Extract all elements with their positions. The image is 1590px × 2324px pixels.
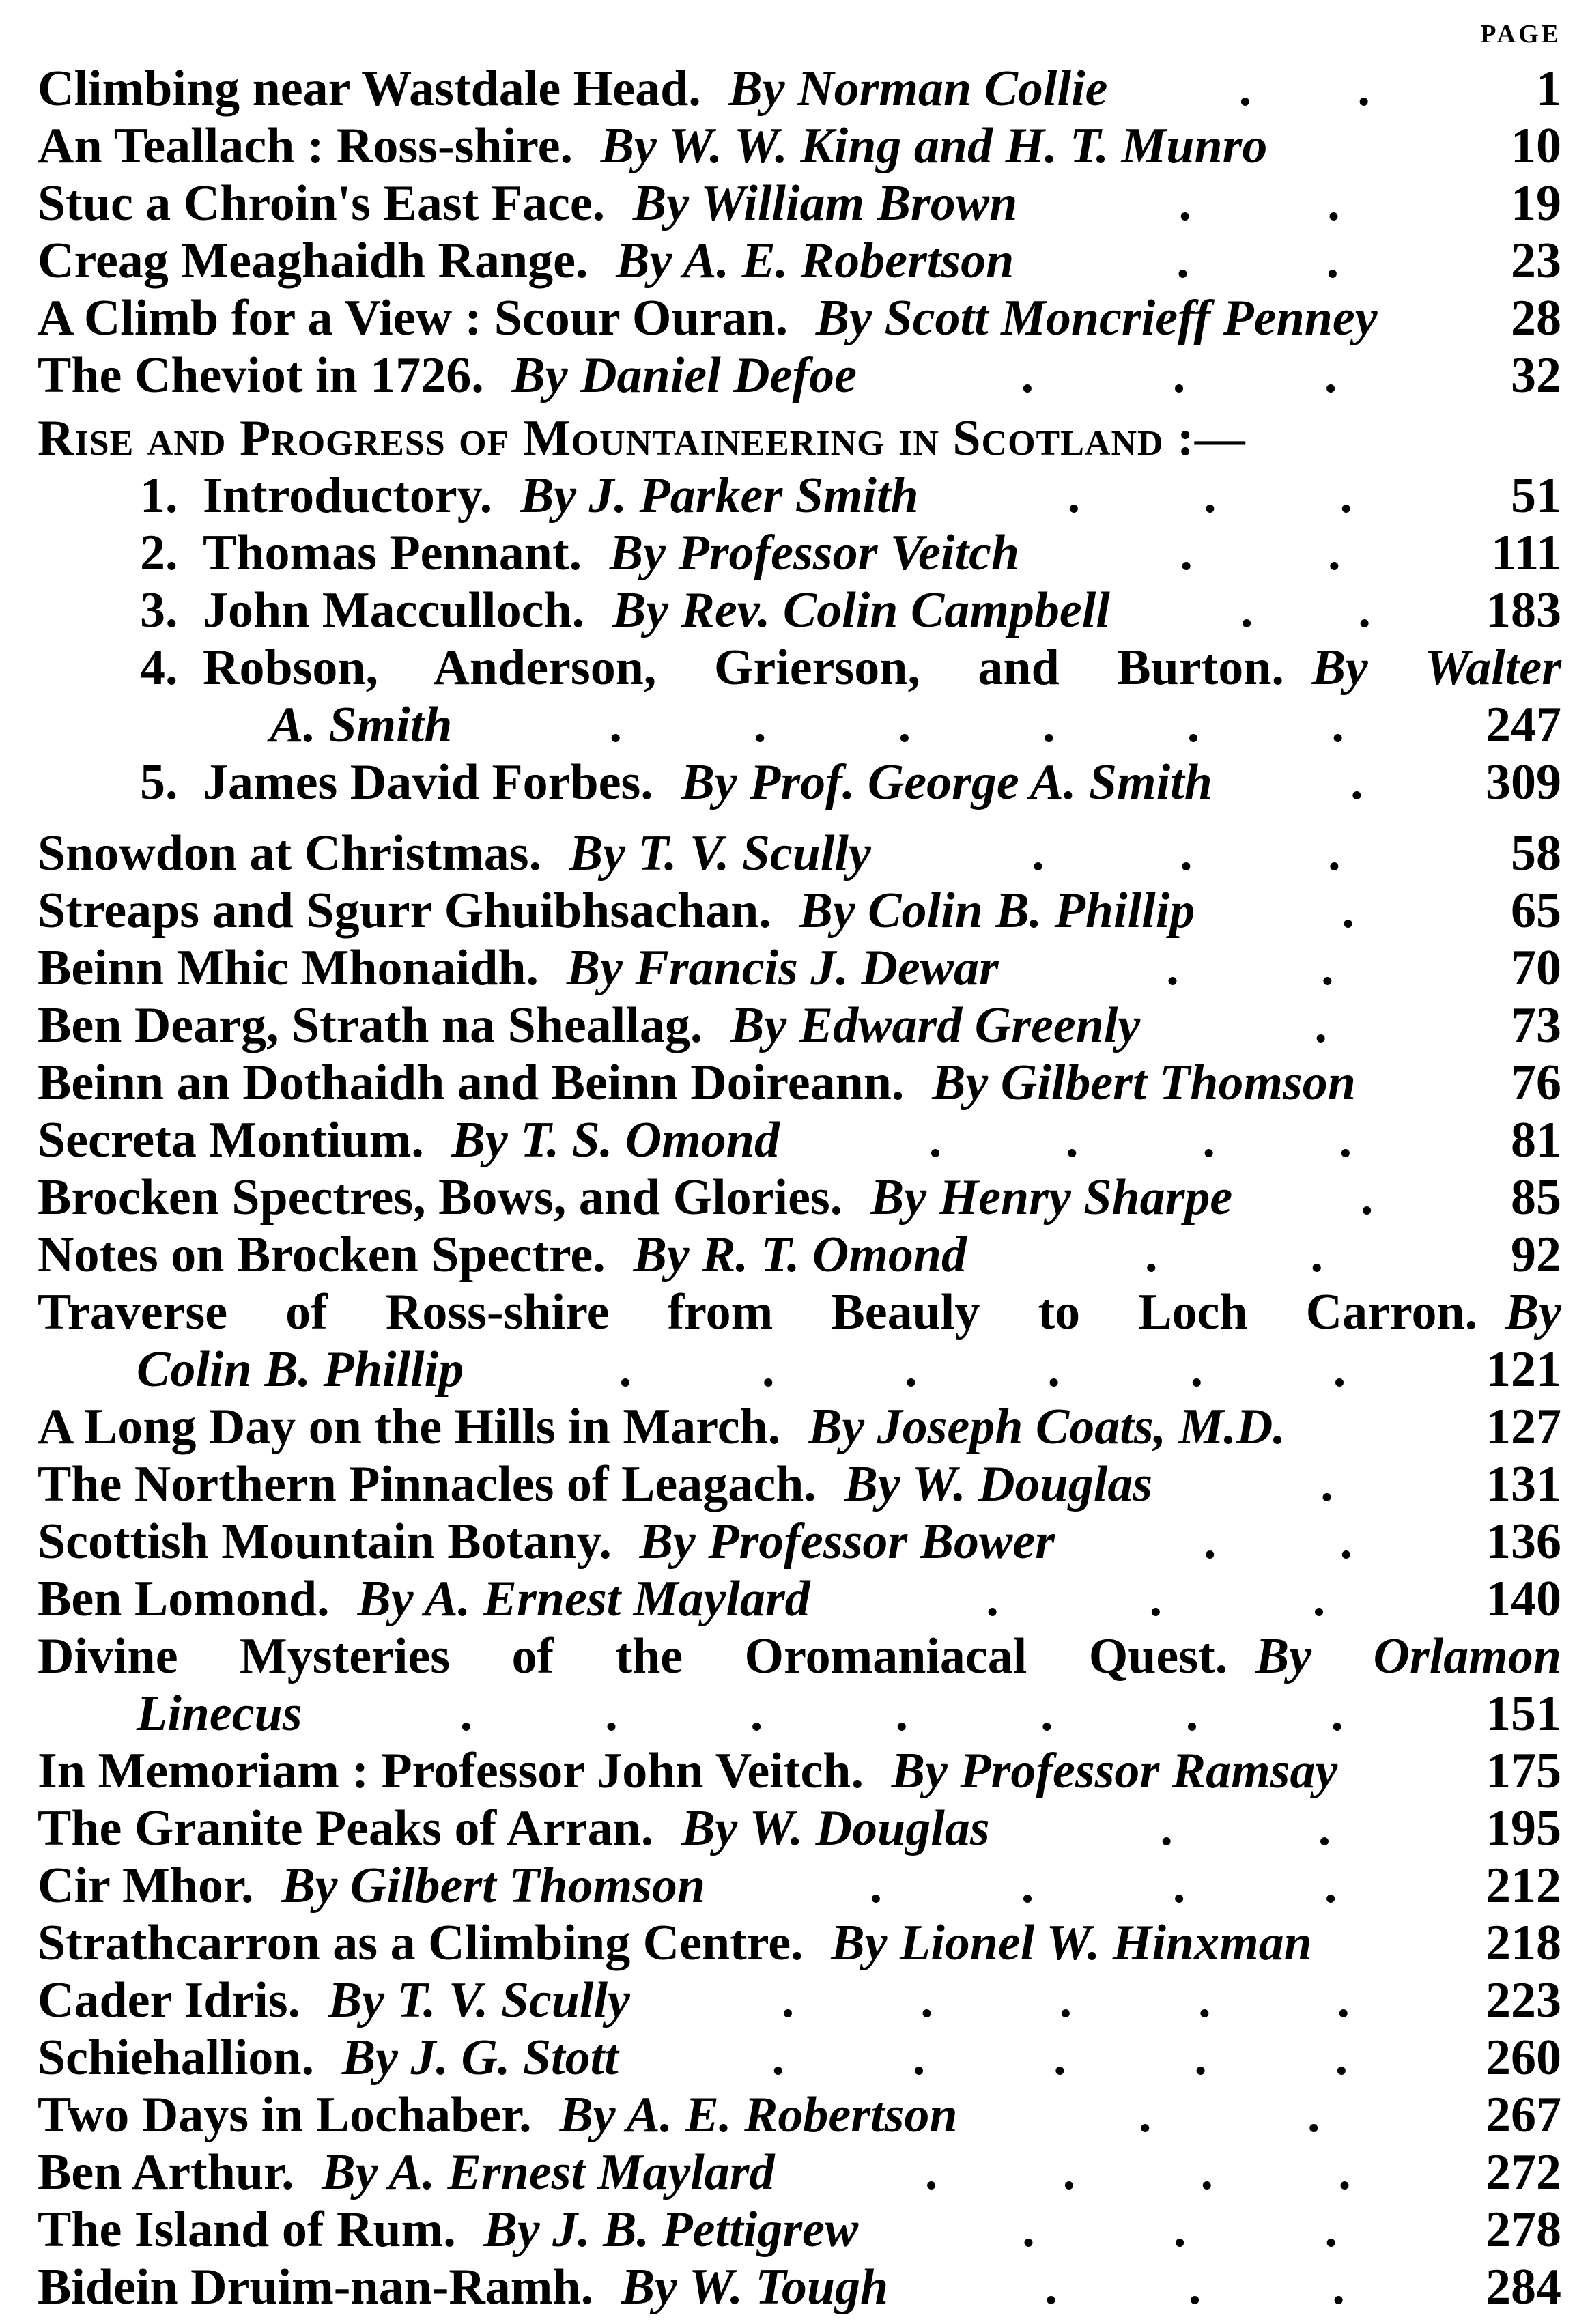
- entry-page: 70: [1511, 940, 1561, 996]
- entry-title: Scottish Mountain Botany.: [38, 1514, 612, 1570]
- entry-title: Climbing near Wastdale Head.: [38, 61, 701, 117]
- toc-row: [38, 2086, 1561, 2144]
- toc-row: [38, 1169, 1561, 1226]
- leader-dot: .: [1185, 1686, 1199, 1742]
- leader-dot: .: [1318, 1800, 1331, 1856]
- dot-leader: [1238, 754, 1476, 811]
- entry-author: By A. Ernest Maylard: [322, 2144, 775, 2200]
- toc-row: [38, 1284, 1561, 1341]
- dot-leader: [655, 1972, 1476, 2029]
- toc-row: [38, 1800, 1561, 1857]
- entry-author: By Joseph Coats, M.D.: [808, 1399, 1286, 1455]
- leader-dot: .: [754, 697, 767, 753]
- entry-title: The Cheviot in 1726.: [38, 348, 484, 403]
- entry-number: 4.: [140, 640, 178, 696]
- leader-dot: .: [1202, 1112, 1215, 1168]
- leader-dot: .: [1360, 1170, 1374, 1225]
- entry-author: By W. W. King and H. T. Munro: [600, 118, 1268, 174]
- leader-dot: .: [869, 1858, 883, 1914]
- entry-page: 309: [1486, 754, 1561, 810]
- leader-dot: .: [781, 1972, 795, 2028]
- toc-row: [38, 1111, 1561, 1169]
- leader-dot: .: [1331, 697, 1344, 753]
- toc-row: [38, 939, 1561, 997]
- entry-title: Cir Mhor.: [38, 1858, 254, 1914]
- entry-author: By Rev. Colin Campbell: [612, 582, 1110, 638]
- entry-author: By T. V. Scully: [569, 825, 871, 881]
- entry-title: Secreta Montium.: [38, 1112, 424, 1168]
- leader-dot: .: [1307, 2087, 1320, 2143]
- entry-title: Introductory.: [203, 468, 493, 524]
- entry-page: 151: [1486, 1686, 1561, 1742]
- leader-dot: .: [1328, 525, 1341, 581]
- dot-leader: [477, 696, 1476, 754]
- entry-page: 195: [1486, 1800, 1561, 1856]
- entry-page: 260: [1486, 2030, 1561, 2086]
- entry-title: Ben Dearg, Strath na Sheallag.: [38, 997, 703, 1053]
- entry-title: Cader Idris.: [38, 1972, 301, 2028]
- entry-title: Traverse of Ross-shire from Beauly to Loch Carron.: [38, 1284, 1478, 1340]
- entry-number: 5.: [140, 754, 178, 810]
- dot-leader: [1015, 1800, 1476, 1857]
- entry-title: John Macculloch.: [203, 582, 585, 638]
- toc-row: [38, 175, 1561, 232]
- entry-title: Robson, Anderson, Grierson, and Burton.: [203, 640, 1284, 696]
- leader-dot: .: [1324, 1858, 1337, 1914]
- entry-author: Linecus: [137, 1686, 302, 1742]
- entry-page: 19: [1511, 175, 1561, 231]
- entry-author: By Henry Sharpe: [870, 1170, 1233, 1225]
- entry-title: Strathcarron as a Climbing Centre.: [38, 1915, 804, 1971]
- entry-number: 2.: [140, 525, 178, 581]
- entry-page: 140: [1486, 1571, 1561, 1627]
- entry-author: By Professor Veitch: [609, 525, 1019, 581]
- toc-row: [38, 347, 1561, 404]
- leader-dot: .: [1357, 61, 1370, 117]
- leader-dot: .: [1204, 468, 1217, 524]
- dot-leader: [944, 467, 1476, 524]
- leader-dot: .: [928, 1112, 942, 1168]
- entry-page: 92: [1511, 1227, 1561, 1283]
- toc-row: [38, 2201, 1561, 2258]
- entry-page: 28: [1511, 290, 1561, 346]
- leader-dot: .: [1314, 997, 1327, 1053]
- dot-leader: [1024, 939, 1476, 997]
- leader-dot: .: [912, 2030, 926, 2086]
- entry-page: 32: [1511, 348, 1561, 403]
- toc-row: [38, 2258, 1561, 2316]
- dot-leader: [489, 1341, 1476, 1398]
- entry-page: 76: [1511, 1055, 1561, 1111]
- toc-row: [38, 1226, 1561, 1284]
- dot-leader: [1220, 882, 1476, 939]
- toc-row: [38, 882, 1561, 939]
- entry-author: By Norman Collie: [728, 61, 1108, 117]
- toc-row: [38, 1456, 1561, 1513]
- leader-dot: .: [1047, 1342, 1060, 1398]
- entry-page: 23: [1511, 233, 1561, 289]
- leader-dot: .: [1204, 1514, 1217, 1570]
- leader-dot: .: [1320, 1456, 1333, 1512]
- toc-row: [38, 1972, 1561, 2029]
- entry-title: A Long Day on the Hills in March.: [38, 1399, 781, 1455]
- toc-row: [38, 1628, 1561, 1685]
- leader-dot: .: [459, 1686, 473, 1742]
- entry-page: 136: [1486, 1514, 1561, 1570]
- entry-number: 3.: [140, 582, 178, 638]
- leader-dot: .: [605, 1686, 618, 1742]
- entry-number: 1.: [140, 468, 178, 524]
- entry-author: By T. S. Omond: [451, 1112, 780, 1168]
- entry-author: By A. E. Robertson: [559, 2087, 958, 2143]
- dot-leader: [836, 1570, 1476, 1628]
- entry-author: By Lionel W. Hinxman: [831, 1915, 1312, 1971]
- toc-row: [38, 582, 1561, 639]
- entry-title: Stuc a Chroin's East Face.: [38, 175, 606, 231]
- toc-row: [38, 1570, 1561, 1628]
- leader-dot: .: [1332, 2259, 1345, 2315]
- entry-page: 58: [1511, 825, 1561, 881]
- toc-row: [38, 1513, 1561, 1570]
- entry-title: The Granite Peaks of Arran.: [38, 1800, 654, 1856]
- entry-title: Ben Arthur.: [38, 2144, 294, 2200]
- toc-row: [38, 2029, 1561, 2086]
- leader-dot: .: [1042, 697, 1055, 753]
- entry-author: By T. V. Scully: [328, 1972, 630, 2028]
- leader-dot: .: [1172, 348, 1186, 403]
- leader-dot: .: [1022, 2202, 1035, 2258]
- leader-dot: .: [1310, 1227, 1323, 1283]
- entry-page: 175: [1486, 1743, 1561, 1799]
- leader-dot: .: [1032, 825, 1045, 881]
- entry-author: By: [1505, 1284, 1561, 1340]
- entry-title: In Memoriam : Professor John Veitch.: [38, 1743, 864, 1799]
- toc-rows: [38, 60, 1561, 2316]
- entry-author: By Francis J. Dewar: [566, 940, 999, 996]
- entry-page: 73: [1511, 997, 1561, 1053]
- dot-leader: [883, 2201, 1476, 2258]
- entry-title: Thomas Pennant.: [203, 525, 582, 581]
- dot-leader: [983, 2086, 1476, 2144]
- leader-dot: .: [1312, 1571, 1326, 1627]
- entry-author: By Professor Ramsay: [891, 1743, 1338, 1799]
- entry-page: 85: [1511, 1170, 1561, 1225]
- leader-dot: .: [1338, 2144, 1351, 2200]
- entry-page: 121: [1486, 1342, 1561, 1398]
- entry-title: James David Forbes.: [203, 754, 653, 810]
- entry-author: By Professor Bower: [639, 1514, 1055, 1570]
- toc-row: [38, 1054, 1561, 1111]
- leader-dot: .: [1040, 1686, 1053, 1742]
- leader-dot: .: [1062, 2144, 1076, 2200]
- entry-title: Notes on Brocken Spectre.: [38, 1227, 606, 1283]
- leader-dot: .: [1200, 2144, 1213, 2200]
- entry-title: The Island of Rum.: [38, 2202, 456, 2258]
- leader-dot: .: [1145, 1227, 1158, 1283]
- leader-dot: .: [898, 697, 911, 753]
- entry-title: Creag Meaghaidh Range.: [38, 233, 588, 289]
- leader-dot: .: [986, 1571, 999, 1627]
- entry-author: By Scott Moncrieff Penney: [815, 290, 1378, 346]
- toc-row: [38, 2144, 1561, 2201]
- entry-page: 284: [1486, 2259, 1561, 2315]
- entry-title: Streaps and Sgurr Ghuibhsachan.: [38, 883, 771, 939]
- entry-title: An Teallach : Ross-shire.: [38, 118, 573, 174]
- leader-dot: .: [1341, 883, 1354, 939]
- leader-dot: .: [1331, 1686, 1344, 1742]
- leader-dot: .: [1198, 1972, 1211, 2028]
- entry-title: Ben Lomond.: [38, 1571, 330, 1627]
- entry-author: By Edward Greenly: [730, 997, 1141, 1053]
- entry-page: 247: [1486, 697, 1561, 753]
- leader-dot: .: [1139, 2087, 1152, 2143]
- entry-page: 51: [1511, 468, 1561, 524]
- leader-dot: .: [609, 697, 622, 753]
- leader-dot: .: [1326, 233, 1339, 289]
- leader-dot: .: [1176, 233, 1189, 289]
- toc-row: [38, 997, 1561, 1054]
- entry-author: By J. G. Stott: [341, 2030, 619, 2086]
- leader-dot: .: [1324, 348, 1337, 403]
- entry-title: Schiehallion.: [38, 2030, 315, 2086]
- leader-dot: .: [1160, 1800, 1173, 1856]
- leader-dot: .: [1172, 1858, 1186, 1914]
- entry-page: 278: [1486, 2202, 1561, 2258]
- leader-dot: .: [1180, 525, 1193, 581]
- toc-row: [38, 1685, 1561, 1742]
- entry-page: 81: [1511, 1112, 1561, 1168]
- toc-row: [38, 232, 1561, 289]
- leader-dot: .: [1339, 1514, 1352, 1570]
- dot-leader: [882, 347, 1476, 404]
- entry-page: 183: [1486, 582, 1561, 638]
- leader-dot: .: [1328, 825, 1341, 881]
- leader-dot: .: [1240, 582, 1253, 638]
- dot-leader: [1135, 582, 1476, 639]
- entry-author: By R. T. Omond: [633, 1227, 967, 1283]
- entry-page: 10: [1511, 118, 1561, 174]
- leader-dot: .: [920, 1972, 933, 2028]
- leader-dot: .: [1066, 1112, 1079, 1168]
- leader-dot: .: [1339, 468, 1353, 524]
- leader-dot: .: [619, 1342, 632, 1398]
- leader-dot: .: [1059, 1972, 1073, 2028]
- leader-dot: .: [1173, 2202, 1187, 2258]
- entry-title: Two Days in Lochaber.: [38, 2087, 532, 2143]
- leader-dot: .: [1180, 825, 1193, 881]
- entry-page: 223: [1486, 1972, 1561, 2028]
- entry-author: By W. Douglas: [681, 1800, 990, 1856]
- toc-row: [38, 1857, 1561, 1914]
- entry-author: By A. Ernest Maylard: [357, 1571, 810, 1627]
- leader-dot: .: [1178, 175, 1191, 231]
- leader-dot: .: [1194, 2030, 1207, 2086]
- leader-dot: .: [1021, 348, 1034, 403]
- leader-dot: .: [1337, 1972, 1350, 2028]
- leader-dot: .: [1149, 1571, 1163, 1627]
- leader-dot: .: [1327, 175, 1340, 231]
- dot-leader: [328, 1685, 1476, 1742]
- toc-row: [38, 467, 1561, 524]
- entry-title: Bidein Druim-nan-Ramh.: [38, 2259, 594, 2315]
- toc-row: [38, 639, 1561, 696]
- leader-dot: .: [1358, 582, 1371, 638]
- entry-author: By Gilbert Thomson: [281, 1858, 706, 1914]
- entry-author: By Orlamon: [1255, 1628, 1561, 1684]
- entry-page: 212: [1486, 1858, 1561, 1914]
- leader-dot: .: [905, 1342, 918, 1398]
- toc-row: [38, 1398, 1561, 1456]
- leader-dot: .: [1067, 468, 1081, 524]
- entry-title: A Climb for a View : Scour Ouran.: [38, 290, 789, 346]
- entry-author: By Walter: [1311, 640, 1561, 696]
- entry-author: By J. Parker Smith: [520, 468, 919, 524]
- entry-title: Beinn an Dothaidh and Beinn Doireann.: [38, 1055, 905, 1111]
- entry-author: By W. Douglas: [844, 1456, 1153, 1512]
- dot-leader: [1045, 524, 1476, 582]
- entry-author: By Prof. George A. Smith: [681, 754, 1212, 810]
- entry-page: 111: [1491, 525, 1561, 581]
- entry-author: By W. Tough: [621, 2259, 889, 2315]
- leader-dot: .: [761, 1342, 775, 1398]
- toc-row: [38, 524, 1561, 582]
- leader-dot: .: [1339, 1112, 1352, 1168]
- leader-dot: .: [750, 1686, 763, 1742]
- leader-dot: .: [1045, 2259, 1057, 2315]
- dot-leader: [1133, 60, 1476, 117]
- leader-dot: .: [1324, 2202, 1337, 2258]
- toc-row: [38, 1742, 1561, 1800]
- entry-author: By Colin B. Phillip: [799, 883, 1195, 939]
- toc-row: [38, 1914, 1561, 1972]
- dot-leader: [896, 825, 1476, 882]
- dot-leader: [1165, 997, 1476, 1054]
- dot-leader: [1178, 1456, 1476, 1513]
- dot-leader: [1039, 232, 1476, 289]
- leader-dot: .: [895, 1686, 908, 1742]
- entry-author: By A. E. Robertson: [616, 233, 1014, 289]
- entry-author: By Daniel Defoe: [511, 348, 857, 403]
- dot-leader: [992, 1226, 1476, 1284]
- entry-title: Brocken Spectres, Bows, and Glories.: [38, 1170, 843, 1225]
- leader-dot: .: [1187, 697, 1200, 753]
- leader-dot: .: [924, 2144, 938, 2200]
- entry-page: 65: [1511, 883, 1561, 939]
- dot-leader: [1258, 1169, 1476, 1226]
- toc-row: [38, 289, 1561, 347]
- dot-leader: [805, 1111, 1476, 1169]
- entry-page: 267: [1486, 2087, 1561, 2143]
- entry-page: 127: [1486, 1399, 1561, 1455]
- leader-dot: .: [1166, 940, 1179, 996]
- entry-title: Beinn Mhic Mhonaidh.: [38, 940, 539, 996]
- dot-leader: [913, 2258, 1476, 2316]
- leader-dot: .: [1350, 754, 1363, 810]
- dot-leader: [1080, 1513, 1476, 1570]
- entry-title: The Northern Pinnacles of Leagach.: [38, 1456, 817, 1512]
- leader-dot: .: [1333, 1342, 1346, 1398]
- entry-author: Colin B. Phillip: [137, 1342, 464, 1398]
- leader-dot: .: [1021, 1858, 1034, 1914]
- toc-row: [38, 696, 1561, 754]
- dot-leader: [730, 1857, 1476, 1914]
- dot-leader: [1042, 175, 1476, 232]
- dot-leader: [644, 2029, 1476, 2086]
- entry-author: By Gilbert Thomson: [932, 1055, 1356, 1111]
- leader-dot: .: [1053, 2030, 1066, 2086]
- entry-author: By J. B. Pettigrew: [483, 2202, 859, 2258]
- entry-author: By William Brown: [632, 175, 1018, 231]
- entry-page: 131: [1486, 1456, 1561, 1512]
- toc-row: [38, 117, 1561, 175]
- entry-page: 218: [1486, 1915, 1561, 1971]
- entry-title: Divine Mysteries of the Oromaniacal Quest.: [38, 1628, 1228, 1684]
- section-heading: Rise and Progress of Mountaineering in Scotland :—: [38, 410, 1246, 466]
- entry-author: A. Smith: [270, 697, 453, 753]
- page-column-header: PAGE: [1480, 20, 1561, 48]
- entry-page: 272: [1486, 2144, 1561, 2200]
- toc-row: [38, 60, 1561, 117]
- entry-title: Snowdon at Christmas.: [38, 825, 542, 881]
- toc-row: [38, 754, 1561, 811]
- toc-row: [38, 1341, 1561, 1398]
- dot-leader: [800, 2144, 1476, 2201]
- leader-dot: .: [1238, 61, 1252, 117]
- leader-dot: .: [1188, 2259, 1202, 2315]
- leader-dot: .: [771, 2030, 785, 2086]
- leader-dot: .: [1190, 1342, 1204, 1398]
- entry-page: 1: [1536, 61, 1561, 117]
- leader-dot: .: [1335, 2030, 1348, 2086]
- toc-row: [38, 825, 1561, 882]
- leader-dot: .: [1321, 940, 1334, 996]
